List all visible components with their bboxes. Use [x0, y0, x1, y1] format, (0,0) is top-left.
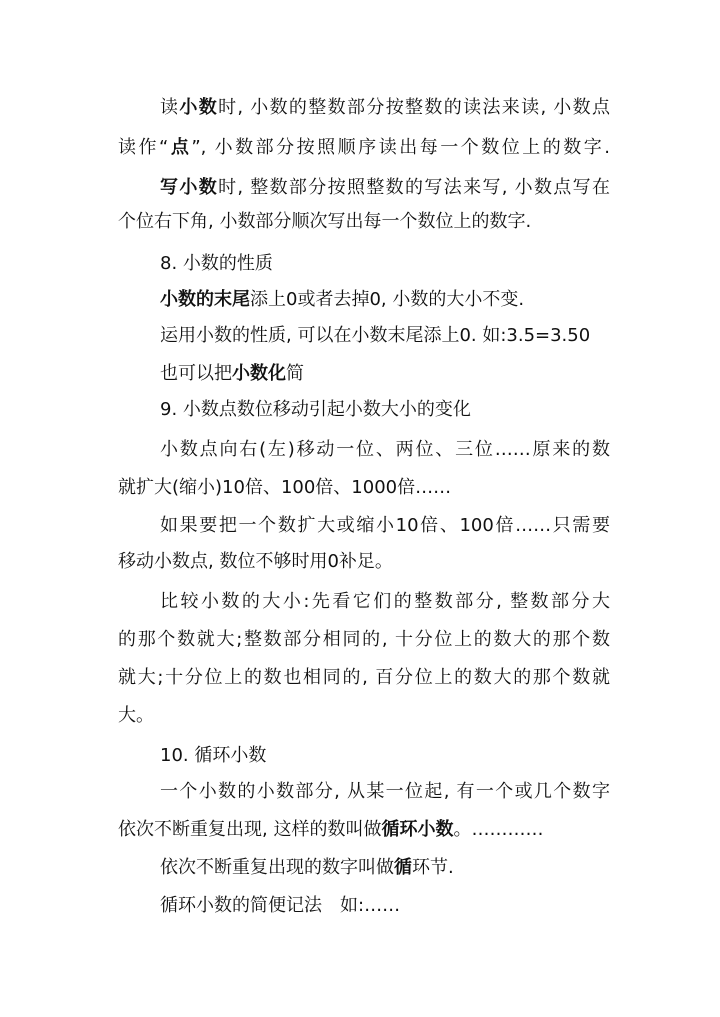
text-line-16 [118, 666, 610, 690]
text-line-4 [118, 210, 610, 234]
text-line-3 [160, 176, 610, 200]
bold-term: 循环小数 [381, 819, 454, 840]
text-line-1 [160, 96, 610, 120]
text-line-10 [160, 438, 610, 462]
text-run: 比较小数的大小:先看它们的整数部分, 整数部分大 [160, 591, 610, 612]
text-line-7 [160, 324, 610, 348]
section-heading-9 [160, 398, 610, 422]
text-run: 添上0或者去掉0, 小数的大小不变. [250, 289, 525, 310]
text-line-8 [160, 362, 610, 386]
text-line-17 [118, 704, 610, 728]
text-line-15 [118, 628, 610, 652]
text-run: 循环小数的简便记法 如:…… [160, 895, 401, 916]
section-heading-8 [160, 252, 610, 276]
text-run: 依次不断重复出现的数字叫做 [160, 857, 394, 878]
text-run: 时, 整数部分按照整数的写法来写, 小数点写在 [218, 177, 610, 198]
text-run: 读 [160, 97, 180, 118]
text-run: 大。 [118, 705, 154, 726]
text-run: ”, 小数部分按照顺序读出每一个数位上的数字. [191, 137, 610, 158]
text-run: 也可以把 [160, 363, 232, 384]
text-line-11 [118, 476, 610, 500]
text-run: 个位右下角, 小数部分顺次写出每一个数位上的数字. [118, 211, 532, 232]
text-run: 一个小数的小数部分, 从某一位起, 有一个或几个数字 [160, 781, 610, 802]
text-run: 的那个数就大;整数部分相同的, 十分位上的数大的那个数 [118, 629, 610, 650]
text-run: 简 [286, 363, 304, 384]
text-run: 如果要把一个数扩大或缩小10倍、100倍……只需要 [160, 515, 610, 536]
text-run: 依次不断重复出现, 这样的数叫做 [118, 819, 382, 840]
text-run: 8. 小数的性质 [160, 253, 273, 274]
text-line-2 [118, 136, 610, 160]
text-run: 小数点向右(左)移动一位、两位、三位……原来的数 [160, 439, 610, 460]
bold-term: 写小数 [160, 177, 219, 198]
text-run: 。………… [453, 819, 544, 840]
text-run: 时, 小数的整数部分按整数的读法来读, 小数点 [218, 97, 611, 118]
text-run: 9. 小数点数位移动引起小数大小的变化 [160, 399, 471, 420]
text-run: 10. 循环小数 [160, 745, 267, 766]
text-run: 运用小数的性质, 可以在小数末尾添上0. 如:3.5=3.50 [160, 325, 591, 346]
text-run: 读作“ [118, 137, 169, 158]
text-line-21 [160, 856, 610, 880]
text-line-22 [160, 894, 610, 918]
bold-term: 小数 [179, 97, 219, 118]
text-line-6 [160, 288, 610, 312]
text-line-14 [160, 590, 610, 614]
text-line-19 [160, 780, 610, 804]
text-run: 就扩大(缩小)10倍、100倍、1000倍…… [118, 477, 452, 498]
bold-term: 点 [168, 137, 192, 158]
bold-term: 小数的末尾 [160, 289, 250, 310]
bold-term: 小数化 [232, 363, 286, 384]
text-line-12 [160, 514, 610, 538]
bold-term: 循 [394, 857, 412, 878]
text-run: 环节. [412, 857, 454, 878]
text-run: 就大;十分位上的数也相同的, 百分位上的数大的那个数就 [118, 667, 610, 688]
text-run: 移动小数点, 数位不够时用0补足。 [118, 551, 393, 572]
text-line-20 [118, 818, 610, 842]
section-heading-10 [160, 744, 610, 768]
text-line-13 [118, 550, 610, 574]
